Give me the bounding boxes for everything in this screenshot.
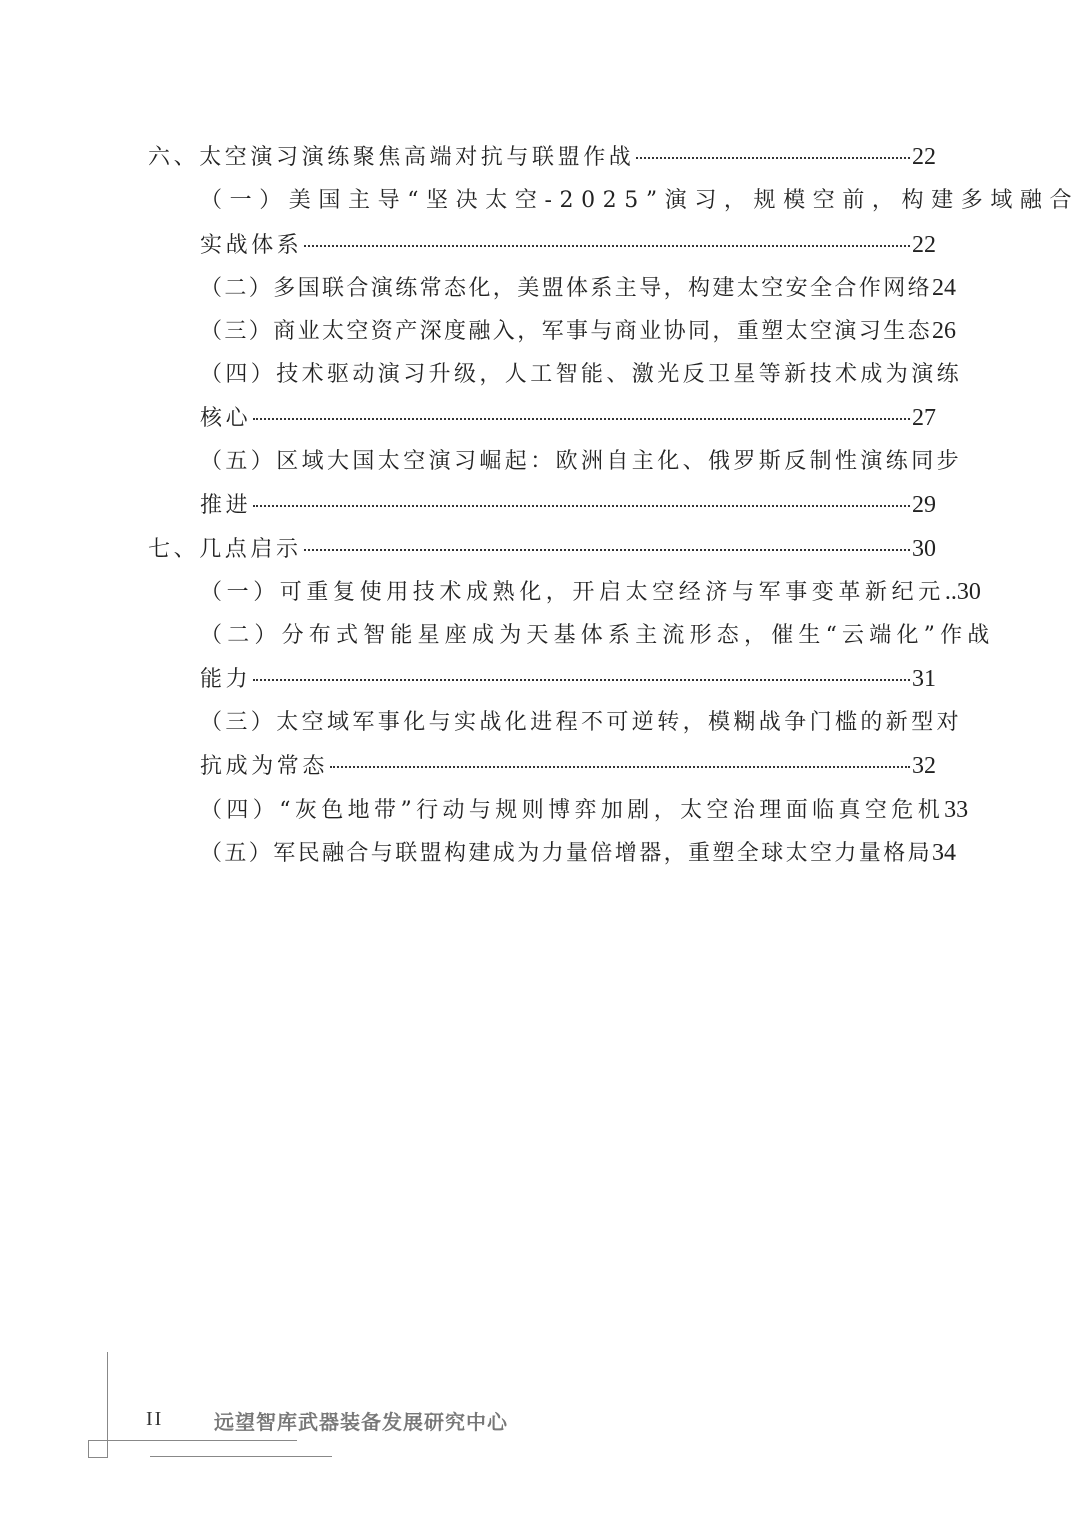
toc-leader-dots [330, 766, 910, 768]
toc-page-number: 34 [932, 840, 957, 866]
toc-leader-dots [253, 679, 910, 681]
toc-entry-6-1-line1[interactable] [200, 186, 1079, 216]
toc-entry-section-7[interactable] [148, 534, 936, 565]
toc-page-number: 31 [912, 666, 936, 692]
toc-entry-7-5[interactable] [200, 838, 956, 869]
footer-rule-lower [150, 1456, 332, 1457]
toc-page-number: 32 [912, 753, 936, 779]
toc-entry-7-3-line1[interactable] [200, 708, 962, 738]
toc-leader-dots [304, 245, 910, 247]
toc-page-number: 30 [956, 579, 981, 605]
toc-entry-title: （五）区域大国太空演习崛起：欧洲自主化、俄罗斯反制性演练同步 [200, 449, 963, 474]
footer-organization: 远望智库武器装备发展研究中心 [214, 1410, 508, 1434]
toc-entry-title: （三）太空域军事化与实战化进程不可逆转，模糊战争门槛的新型对 [200, 710, 963, 735]
toc-page-number: 30 [912, 536, 936, 562]
footer-rule-upper [97, 1440, 297, 1441]
toc-entry-title: （一）可重复使用技术成熟化，开启太空经济与军事变革新纪元 [200, 580, 945, 605]
toc-entry-6-2[interactable] [200, 273, 956, 304]
toc-entry-title-cont: 实战体系 [200, 233, 303, 258]
toc-entry-7-2-line1[interactable] [200, 621, 995, 651]
toc-entry-6-1-line2[interactable] [200, 230, 936, 261]
toc-entry-7-4[interactable] [200, 795, 968, 826]
toc-page-number: 22 [912, 232, 936, 258]
toc-entry-6-4-line1[interactable] [200, 360, 962, 390]
toc-entry-title: 六、太空演习演练聚焦高端对抗与联盟作战 [148, 145, 635, 170]
toc-entry-title-cont: 抗成为常态 [200, 754, 329, 779]
toc-entry-title: （四）技术驱动演习升级，人工智能、激光反卫星等新技术成为演练 [200, 362, 963, 387]
toc-entry-title-cont: 能力 [200, 667, 252, 692]
toc-page-number: 27 [912, 405, 936, 431]
toc-entry-title: （五）军民融合与联盟构建成为力量倍增器，重塑全球太空力量格局 [200, 841, 933, 866]
toc-entry-title-cont: 核心 [200, 406, 252, 431]
footer-corner-box [88, 1440, 108, 1458]
toc-entry-title: （二）多国联合演练常态化，美盟体系主导，构建太空安全合作网络 [200, 276, 933, 301]
toc-entry-7-1[interactable] [200, 577, 981, 608]
toc-page-number: 26 [932, 318, 957, 344]
toc-page-number: 24 [932, 275, 957, 301]
toc-entry-section-6[interactable] [148, 142, 936, 173]
toc-entry-6-4-line2[interactable] [200, 403, 936, 434]
toc-entry-6-5-line1[interactable] [200, 447, 962, 477]
toc-entry-title: （三）商业太空资产深度融入，军事与商业协同，重塑太空演习生态 [200, 319, 933, 344]
toc-leader-dots [636, 157, 910, 159]
toc-entry-title-cont: 推进 [200, 493, 252, 518]
toc-page-number: 22 [912, 144, 936, 170]
toc-entry-title: 七、几点启示 [148, 537, 302, 562]
toc-entry-title: （二）分布式智能星座成为天基体系主流形态，催生“云端化”作战 [200, 623, 995, 648]
toc-leader-dots [253, 418, 910, 420]
footer-page-number: II [146, 1408, 164, 1430]
toc-leader-dots [253, 505, 910, 507]
toc-entry-7-3-line2[interactable] [200, 751, 936, 782]
toc-entry-6-5-line2[interactable] [200, 490, 936, 521]
toc-page-number: 29 [912, 492, 936, 518]
toc-entry-7-2-line2[interactable] [200, 664, 936, 695]
toc-entry-title: （一）美国主导“坚决太空-2025”演习，规模空前，构建多域融合 [200, 188, 1080, 213]
toc-entry-6-3[interactable] [200, 316, 956, 347]
toc-leader-dots: .. [944, 579, 957, 605]
toc-entry-title: （四）“灰色地带”行动与规则博弈加剧，太空治理面临真空危机 [200, 798, 945, 823]
footer-vertical-rule [107, 1352, 108, 1452]
toc-leader-dots [304, 549, 910, 551]
toc-page-number: 33 [944, 797, 969, 823]
